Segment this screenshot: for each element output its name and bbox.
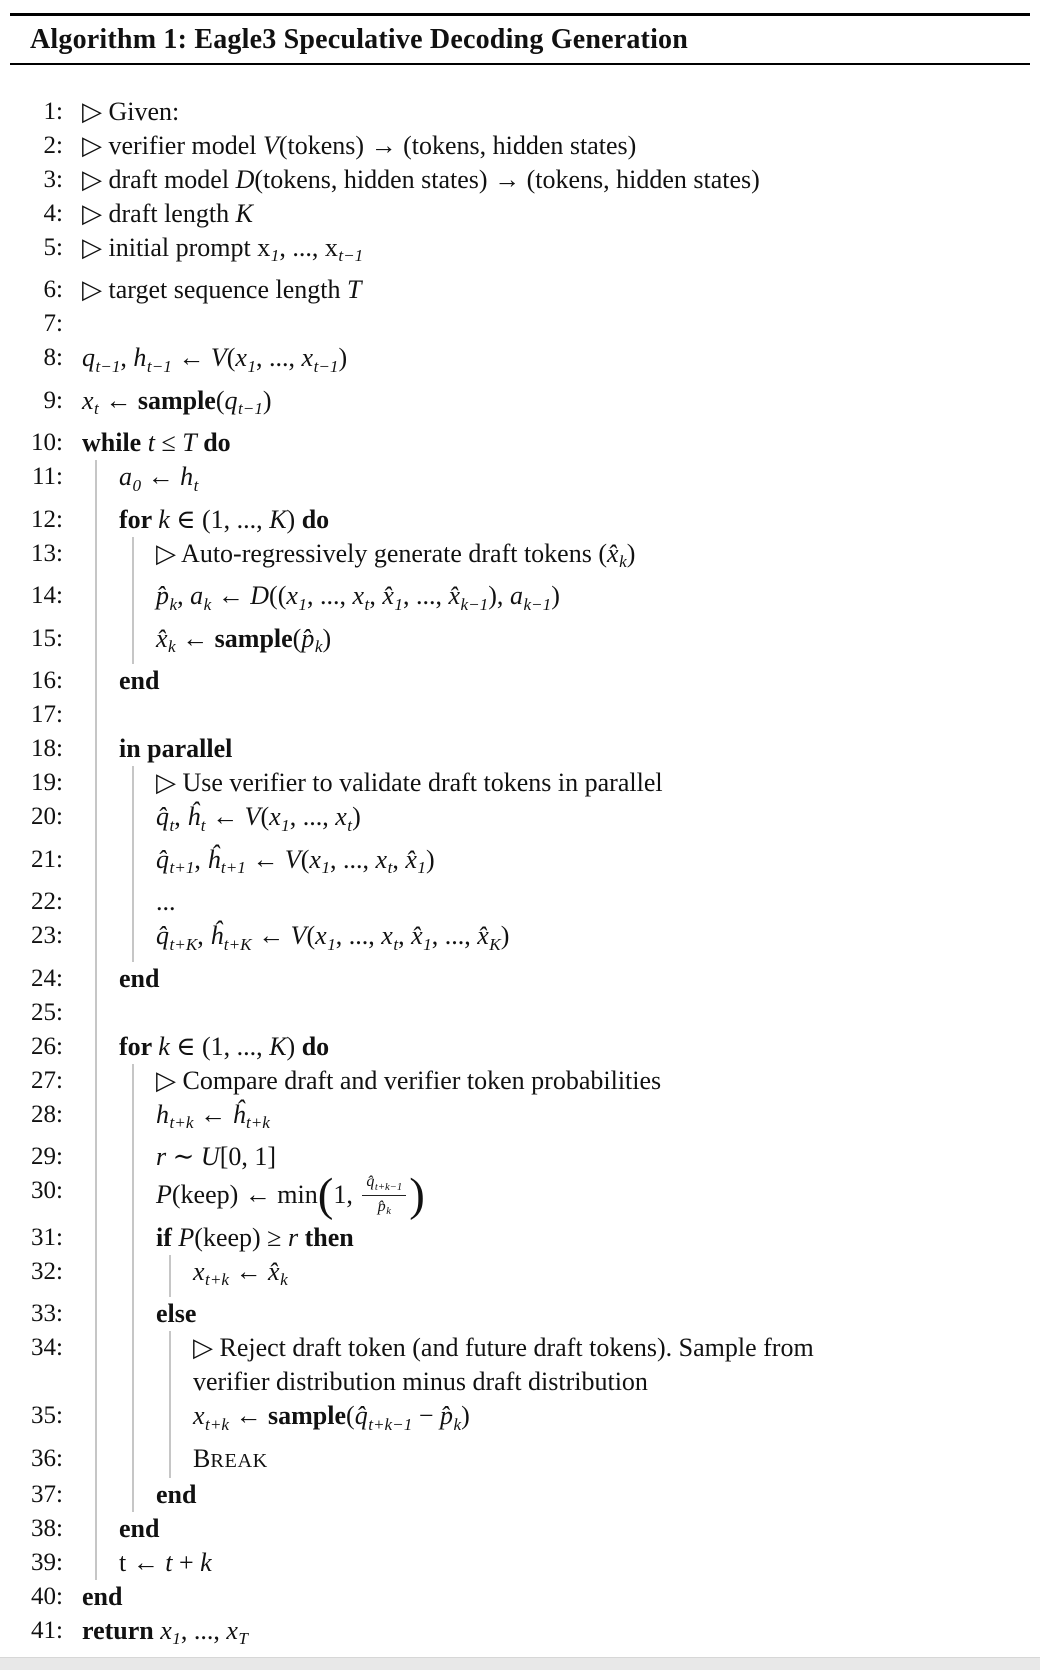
- indent-guide: [95, 962, 97, 996]
- line-number: 23:: [31, 922, 63, 950]
- algorithm-line: [0, 537, 1040, 579]
- line-number: 1:: [43, 98, 63, 125]
- indent-guide: [95, 664, 97, 698]
- algorithm-line: [0, 231, 1040, 273]
- indent-guide: [132, 1255, 134, 1297]
- line-number: 40:: [31, 1582, 63, 1610]
- algorithm-line: [0, 698, 1040, 732]
- line-content: end: [63, 1512, 1040, 1546]
- algorithm-line: [0, 885, 1040, 919]
- algorithm-listing: [0, 65, 1040, 1656]
- algorithm-line: [0, 503, 1040, 537]
- algorithm-line: [0, 1030, 1040, 1064]
- algorithm-line: [0, 1331, 1040, 1399]
- line-content: $q̂_{t+1}$, $ĥ_{t+1}$ ← $V(x_1$, ..., $x_t$, $x̂_1$): [63, 843, 1040, 885]
- line-number: 32:: [31, 1257, 63, 1285]
- line-content: $x_t$ ← $sample(q_{t-1})$: [82, 385, 272, 419]
- indent-guide: [132, 1140, 134, 1174]
- algorithm-line: [0, 1221, 1040, 1255]
- algorithm-line: [0, 766, 1040, 800]
- line-number: 4:: [43, 200, 63, 227]
- algorithm-line: [0, 996, 1040, 1030]
- line-number: 24:: [31, 964, 63, 992]
- algorithm-line: [0, 1140, 1040, 1174]
- indent-guide: [132, 1064, 134, 1098]
- line-content: [63, 307, 1040, 341]
- line-content: $a_0$ ← $h_t$: [63, 460, 1040, 502]
- line-content: P(keep) ← min(1, $\frac{q̂_{t+k-1}}{p̂_k}$ ): [63, 1174, 1040, 1220]
- line-number: 15:: [31, 624, 63, 652]
- line-number: 31:: [31, 1223, 63, 1251]
- line-number: 18:: [31, 735, 63, 763]
- line-number: 11:: [31, 463, 63, 491]
- algorithm-line: [0, 1580, 1040, 1614]
- line-content: r ∼ U[0, 1]: [63, 1140, 1040, 1174]
- line-number: 12:: [31, 505, 63, 533]
- line-content: end: [63, 664, 1040, 698]
- indent-guide: [95, 1174, 97, 1220]
- indent-guide: [132, 1098, 134, 1140]
- indent-guide: [95, 732, 97, 766]
- algorithm-line: [0, 307, 1040, 341]
- indent-guide: [95, 503, 97, 537]
- algorithm-line: [0, 341, 1040, 383]
- line-content: end: [82, 1581, 123, 1611]
- algorithm-line: [0, 95, 1040, 129]
- fraction: [362, 1172, 406, 1218]
- line-content: [63, 996, 1040, 1030]
- indent-guide: [95, 537, 97, 579]
- algorithm-line: [0, 962, 1040, 996]
- algorithm-line: [0, 800, 1040, 842]
- algorithm-line: [0, 1064, 1040, 1098]
- line-content: ▷ target sequence length T: [82, 275, 362, 305]
- line-content: for k ∈ (1, ..., K) do: [63, 1030, 1040, 1064]
- line-content: while t ≤ T do: [82, 428, 231, 458]
- indent-guide: [95, 1255, 97, 1297]
- line-content: $q̂_t$, $ĥ_t$ ← $V(x_1$, ..., $x_t$): [63, 800, 1040, 842]
- fraction-denominator: $p̂_k$: [377, 1198, 391, 1218]
- algorithm-line: [0, 1546, 1040, 1580]
- indent-guide: [132, 1399, 134, 1441]
- line-number: 10:: [31, 429, 63, 457]
- line-content: $x_{t+k}$ ← $sample(q̂_{t+k-1}$ − $p̂_k$): [63, 1399, 1040, 1441]
- line-number: 8:: [43, 344, 63, 372]
- algorithm-line: [0, 1614, 1040, 1656]
- indent-guide: [132, 766, 134, 800]
- algorithm-line: [0, 460, 1040, 502]
- line-number: 22:: [31, 888, 63, 916]
- line-content: ▷ Reject draft token (and future draft tokens). Sample from verifier distribution minus draft distribution: [63, 1331, 1040, 1399]
- line-number: 33:: [31, 1300, 63, 1328]
- line-content: ▷ Auto-regressively generate draft tokens $(x̂_k)$: [63, 537, 1040, 579]
- indent-guide: [95, 622, 97, 664]
- line-content: $x_{t+k}$ ← $x̂_k$: [63, 1255, 1040, 1297]
- indent-guide: [132, 843, 134, 885]
- algorithm-line: [0, 426, 1040, 460]
- algorithm-line: [0, 273, 1040, 307]
- algorithm-line: [0, 1098, 1040, 1140]
- indent-guide: [95, 996, 97, 1030]
- indent-guide: [169, 1331, 171, 1399]
- indent-guide: [95, 800, 97, 842]
- indent-guide: [169, 1442, 171, 1478]
- line-number: 38:: [31, 1514, 63, 1542]
- algorithm-line: [0, 1255, 1040, 1297]
- indent-guide: [132, 1221, 134, 1255]
- page-bottom-edge: [0, 1657, 1040, 1670]
- line-number: 30:: [31, 1177, 63, 1205]
- algorithm-line: [0, 1442, 1040, 1478]
- line-content: ▷ Use verifier to validate draft tokens in parallel: [63, 766, 1040, 800]
- line-content: [63, 698, 1040, 732]
- line-content: in parallel: [63, 732, 1040, 766]
- indent-guide: [132, 1478, 134, 1512]
- algorithm-line: [0, 579, 1040, 621]
- line-number: 19:: [31, 769, 63, 797]
- line-number: 36:: [31, 1444, 63, 1472]
- line-number: 9:: [43, 386, 63, 414]
- indent-guide: [95, 579, 97, 621]
- line-content: $p̂_k$, $a_k$ ← $D((x_1$, ..., $x_t$, $x̂_1$, ..., $x̂_{k-1}$), $a_{k-1}$): [63, 579, 1040, 621]
- line-number: 25:: [31, 998, 63, 1026]
- line-content: $q̂_{t+K}$, $ĥ_{t+K}$ ← $V(x_1$, ..., $x_t$, $x̂_1$, ..., $x̂_K$): [63, 919, 1040, 961]
- line-content: ▷ draft length K: [82, 199, 253, 228]
- indent-guide: [95, 1297, 97, 1331]
- indent-guide: [95, 698, 97, 732]
- indent-guide: [95, 1442, 97, 1478]
- indent-guide: [95, 843, 97, 885]
- fraction-numerator: $q̂_{t+k-1}$: [362, 1172, 406, 1196]
- algorithm-line: [0, 1169, 1040, 1222]
- line-number: 7:: [43, 310, 63, 338]
- line-content: $h_{t+k}$ ← $ĥ_{t+k}$: [63, 1098, 1040, 1140]
- line-content: ▷ verifier model V(tokens) → (tokens, hidden states): [82, 131, 637, 160]
- line-content: t ← t + k: [63, 1546, 1040, 1580]
- line-content: ▷ draft model D(tokens, hidden states) → (tokens, hidden states): [82, 165, 760, 194]
- indent-guide: [95, 1546, 97, 1580]
- line-content: ...: [63, 885, 1040, 919]
- line-content: end: [63, 1478, 1040, 1512]
- line-number: 13:: [31, 539, 63, 567]
- algorithm-title-bar: [10, 13, 1030, 65]
- algorithm-line: [0, 622, 1040, 664]
- indent-guide: [95, 1399, 97, 1441]
- indent-guide: [132, 1174, 134, 1220]
- indent-guide: [132, 622, 134, 664]
- indent-guide: [95, 1478, 97, 1512]
- line-number: 6:: [43, 276, 63, 304]
- indent-guide: [132, 1331, 134, 1399]
- algorithm-line: [0, 732, 1040, 766]
- line-content: for k ∈ (1, ..., K) do: [63, 503, 1040, 537]
- line-content: $x̂_k$ ← $sample(p̂_k)$: [63, 622, 1040, 664]
- line-content: return $x_1$, ..., $x_T$: [82, 1615, 248, 1649]
- indent-guide: [95, 1030, 97, 1064]
- indent-guide: [95, 1140, 97, 1174]
- indent-guide: [132, 579, 134, 621]
- line-content: ▷ Compare draft and verifier token probabilities: [63, 1064, 1040, 1098]
- algorithm-line: [0, 843, 1040, 885]
- indent-guide: [95, 919, 97, 961]
- indent-guide: [95, 1512, 97, 1546]
- line-number: 37:: [31, 1480, 63, 1508]
- indent-guide: [132, 885, 134, 919]
- indent-guide: [169, 1255, 171, 1297]
- line-content: if P(keep) ≥ r then: [63, 1221, 1040, 1255]
- line-number: 2:: [43, 132, 63, 159]
- line-number: 27:: [31, 1066, 63, 1094]
- line-number: 28:: [31, 1100, 63, 1128]
- line-number: 35:: [31, 1402, 63, 1430]
- algorithm-line: [0, 1512, 1040, 1546]
- line-number: 20:: [31, 803, 63, 831]
- line-number: 21:: [31, 845, 63, 873]
- algorithm-line: [0, 197, 1040, 231]
- line-content: ▷ Given:: [82, 97, 180, 126]
- line-number: 41:: [31, 1616, 63, 1644]
- indent-guide: [132, 537, 134, 579]
- algorithm-line: [0, 163, 1040, 197]
- algorithm-line: [0, 919, 1040, 961]
- line-number: 39:: [31, 1548, 63, 1576]
- indent-guide: [95, 1098, 97, 1140]
- indent-guide: [132, 1297, 134, 1331]
- line-content: $q_{t-1}$, $h_{t-1}$ ← $V(x_1$, ..., $x_{t-1}$): [82, 343, 348, 376]
- algorithm-line: [0, 1399, 1040, 1441]
- line-content: end: [63, 962, 1040, 996]
- indent-guide: [95, 766, 97, 800]
- indent-guide: [169, 1399, 171, 1441]
- indent-guide: [95, 1221, 97, 1255]
- indent-guide: [132, 800, 134, 842]
- line-number: 14:: [31, 582, 63, 610]
- algorithm-line: [0, 1478, 1040, 1512]
- algorithm-line: [0, 384, 1040, 426]
- algorithm-line: [0, 664, 1040, 698]
- line-number: 3:: [43, 166, 63, 193]
- indent-guide: [132, 1442, 134, 1478]
- indent-guide: [95, 885, 97, 919]
- line-number: 17:: [31, 701, 63, 729]
- line-number: 29:: [31, 1143, 63, 1171]
- line-number: 34:: [31, 1334, 63, 1362]
- line-content: ▷ initial prompt $x_1$, ..., $x_{t-1}$: [82, 233, 364, 266]
- algorithm-line: [0, 1297, 1040, 1331]
- line-number: 16:: [31, 667, 63, 695]
- line-number: 5:: [43, 234, 63, 261]
- indent-guide: [95, 1064, 97, 1098]
- indent-guide: [95, 1331, 97, 1399]
- indent-guide: [95, 460, 97, 502]
- line-number: 26:: [31, 1032, 63, 1060]
- indent-guide: [132, 919, 134, 961]
- line-content: BREAK: [63, 1442, 1040, 1478]
- line-content: else: [63, 1297, 1040, 1331]
- algorithm-lines: [0, 95, 1040, 1656]
- algorithm-title: Algorithm 1: Eagle3 Speculative Decoding Generation: [30, 24, 689, 55]
- algorithm-line: [0, 129, 1040, 163]
